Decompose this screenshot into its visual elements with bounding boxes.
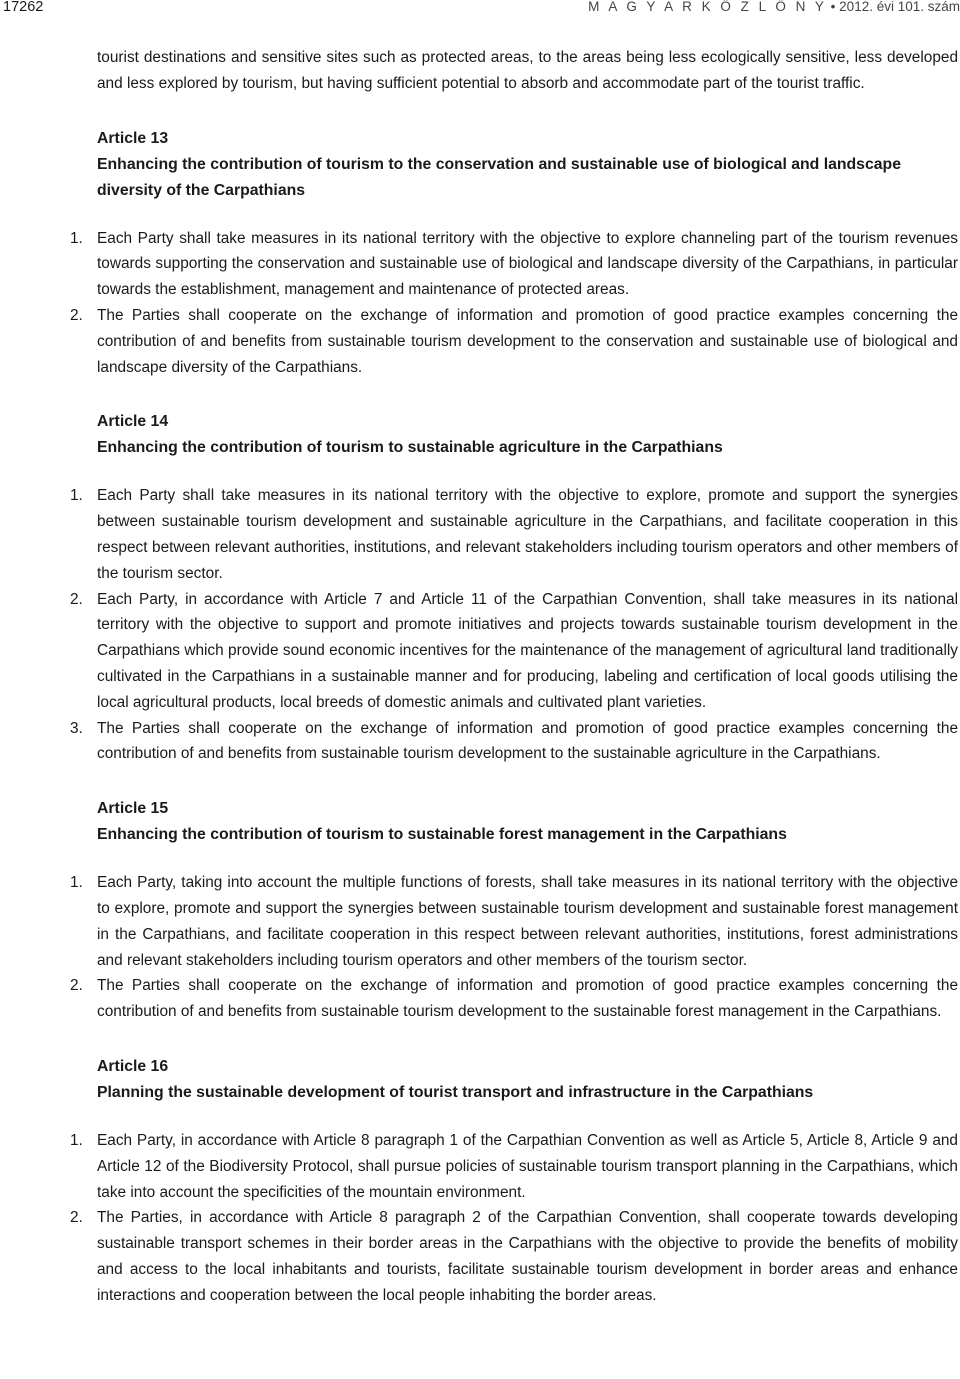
item-number: 2. [70,1209,83,1227]
list-item [70,1128,958,1205]
item-number: 1. [70,1131,83,1149]
item-text: Each Party, taking into account the multiple functions of forests, shall take measures in its national territory with the objective to explore, promote and support the synergies between sustainable tourism development and sustainable forest management in the Carpathians, and facilitate cooperation in this respect between relevant authorities, institutions, forest administrations and relevant stakeholders including tourism operators and other members of the tourism sector. [97,874,958,969]
article-title: Planning the sustainable development of tourist transport and infrastructure in the Carpathians [97,1083,814,1101]
item-text: Each Party, in accordance with Article 8 paragraph 1 of the Carpathian Convention as well as Article 5, Article 8, Article 9 and Article 12 of the Biodiversity Protocol, shall pursue policies of sustainable tourism transport planning in the Carpathians, which take into account the specificities of the mountain environment. [97,1131,958,1201]
item-text: Each Party, in accordance with Article 7 and Article 11 of the Carpathian Convention, shall take measures in its national territory with the objective to support and promote initiatives and projects towards sustainable tourism development in the Carpathians which provide sound economic incentives for the maintenance of the management of agricultural land traditionally cultivated in the Carpathians in a sustainable manner and for producing, labeling and certification of local goods utilising the local agricultural products, local breeds of domestic animals and cultivated plant varieties. [97,590,958,711]
item-number: 1. [70,487,83,505]
list-item [70,973,958,1025]
article-title: Enhancing the contribution of tourism to sustainable forest management in the Carpathians [97,826,787,844]
item-text: Each Party shall take measures in its national territory with the objective to explore, promote and support the synergies between sustainable tourism development and sustainable agriculture in the Carpathians, and facilitate cooperation in this respect between relevant authorities, institutions, and relevant stakeholders including tourism operators and other members of the tourism sector. [97,487,958,582]
article-paragraphs [70,226,958,381]
article-number: Article 16 [97,1057,169,1075]
article-15 [70,796,958,1025]
article-number: Article 15 [97,800,169,818]
item-number: 2. [70,590,83,608]
list-item [70,870,958,973]
item-number: 3. [70,719,83,737]
article-paragraphs [70,483,958,767]
list-item [70,303,958,380]
item-text: The Parties shall cooperate on the exchange of information and promotion of good practice examples concerning the contribution of and benefits from sustainable tourism development to the conservation and sustainable use of biological and landscape diversity of the Carpathians. [97,306,958,376]
running-header [588,0,960,14]
intro-paragraph: tourist destinations and sensitive sites such as protected areas, to the areas being less ecologically sensitive, less developed and less explored by tourism, but having sufficient potential to absorb and accommodate part of the tourist traffic. [97,49,958,92]
article-number: Article 13 [97,129,169,147]
article-paragraphs [70,1128,958,1309]
item-number: 2. [70,977,83,995]
list-item [70,587,958,716]
article-number: Article 14 [97,413,169,431]
journal-title: M A G Y A R K Ö Z L Ö N Y [588,0,827,14]
article-14 [70,409,958,767]
item-text: The Parties shall cooperate on the exchange of information and promotion of good practice examples concerning the contribution of and benefits from sustainable tourism development to the sustainable forest management in the Carpathians. [97,977,958,1021]
article-title: Enhancing the contribution of tourism to sustainable agriculture in the Carpathians [97,439,723,457]
item-text: The Parties, in accordance with Article 8 paragraph 2 of the Carpathian Convention, shall cooperate towards developing sustainable transport schemes in their border areas in the Carpathians with the objective to provide the benefits of mobility and access to the local inhabitants and tourists, facilitate sustainable tourism development in border areas and enhance interactions and cooperation between the local people inhabiting the border areas. [97,1209,958,1304]
item-text: The Parties shall cooperate on the exchange of information and promotion of good practice examples concerning the contribution of and benefits from sustainable tourism development to the sustainable agriculture in the Carpathians. [97,719,958,763]
list-item [70,226,958,303]
page-header [0,0,960,20]
article-heading [97,409,958,461]
list-item [70,716,958,768]
item-number: 1. [70,229,83,247]
article-heading [97,126,958,204]
article-13 [70,126,958,381]
list-item [70,1205,958,1308]
item-number: 2. [70,306,83,324]
page-number: 17262 [3,0,44,15]
bullet-separator: • [830,0,836,14]
item-number: 1. [70,874,83,892]
article-paragraphs [70,870,958,1025]
article-heading [97,796,958,848]
issue-label: 2012. évi 101. szám [839,0,960,14]
document-body [70,45,958,1309]
article-16 [70,1054,958,1309]
list-item [70,483,958,586]
item-text: Each Party shall take measures in its national territory with the objective to explore channeling part of the tourism revenues towards supporting the conservation and sustainable use of biological and landscape diversity of the Carpathians, in particular towards the establishment, management and maintenance of protected areas. [97,229,958,299]
article-title: Enhancing the contribution of tourism to the conservation and sustainable use of biological and landscape diversity of the Carpathians [97,155,901,199]
article-heading [97,1054,958,1106]
